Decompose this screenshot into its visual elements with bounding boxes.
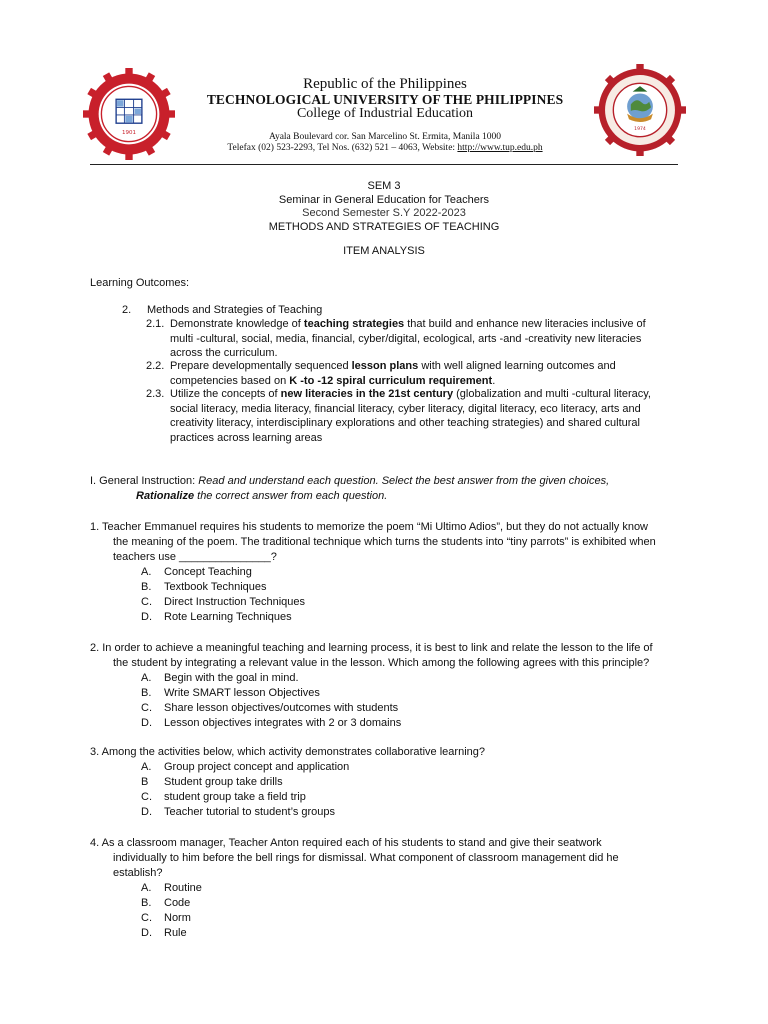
option-letter: A. — [141, 761, 152, 773]
outcome-text: Prepare developmentally sequenced — [170, 360, 352, 372]
outcome-text: with well aligned learning outcomes and — [418, 360, 616, 372]
outcome-item-line — [170, 431, 670, 446]
outcome-text: creativity literacy, interdisciplinary explorations and other teaching strategies) and shared cultural — [170, 417, 640, 429]
university-name: TECHNOLOGICAL UNIVERSITY OF THE PHILIPPINES — [206, 92, 564, 107]
answer-option[interactable] — [141, 911, 191, 926]
option-text: Norm — [164, 912, 191, 924]
outcome-text: (globalization and multi -cultural literacy, — [453, 388, 651, 400]
question-text: 3. Among the activities below, which activity demonstrates collaborative learning? — [90, 746, 485, 758]
rationalize-word: Rationalize — [136, 490, 195, 502]
header-divider — [90, 164, 678, 165]
outcome-keyword: lesson plans — [351, 360, 419, 372]
option-letter: C. — [141, 702, 152, 714]
college-seal-logo — [594, 64, 686, 156]
answer-option[interactable] — [141, 686, 320, 701]
option-text: Begin with the goal in mind. — [164, 672, 299, 684]
outcome-item-line — [170, 416, 670, 431]
general-instruction — [90, 474, 690, 489]
question-text: 4. As a classroom manager, Teacher Anton required each of his students to stand and give their seatwork — [90, 837, 602, 849]
outcome-text: competencies based on — [170, 374, 290, 387]
option-letter: C. — [141, 912, 152, 924]
option-letter: D. — [141, 717, 152, 729]
outcome-item-line — [170, 387, 670, 402]
option-text: Code — [164, 897, 191, 909]
option-text: student group take a field trip — [164, 791, 306, 803]
answer-option[interactable] — [141, 881, 202, 896]
option-text: Textbook Techniques — [164, 581, 267, 593]
option-text: Rule — [164, 927, 187, 939]
question-text-cont: the student by integrating a relevant value in the lesson. Which among the following agrees with this principle? — [113, 657, 650, 669]
option-text: Lesson objectives integrates with 2 or 3 domains — [164, 717, 402, 729]
website-link[interactable]: http://www.tup.edu.ph — [457, 143, 543, 153]
option-letter: C. — [141, 596, 152, 608]
answer-option[interactable] — [141, 775, 283, 790]
option-letter: B. — [141, 687, 152, 699]
outcome-text: practices across learning areas — [170, 431, 323, 444]
answer-option[interactable] — [141, 701, 398, 716]
question-text: 2. In order to achieve a meaningful teaching and learning process, it is best to link and relate the lesson to the life of — [90, 642, 653, 654]
contact-line — [170, 143, 600, 153]
outcome-keyword: new literacies in the 21st century — [280, 388, 454, 400]
option-text: Direct Instruction Techniques — [164, 596, 306, 608]
left-logo-year: 1901 — [121, 130, 137, 137]
outcome-item-number: 2.1. — [146, 318, 165, 330]
item-analysis-title: ITEM ANALYSIS — [343, 245, 425, 257]
answer-option[interactable] — [141, 595, 305, 610]
outcome-item-number: 2.2. — [146, 360, 165, 372]
option-text: Rote Learning Techniques — [164, 611, 292, 623]
answer-option[interactable] — [141, 671, 299, 686]
answer-option[interactable] — [141, 805, 335, 820]
option-letter: B — [141, 776, 149, 788]
learning-outcomes-title: Learning Outcomes: — [90, 277, 190, 289]
semester-label: Second Semester S.Y 2022-2023 — [302, 207, 466, 219]
question-text: 1. Teacher Emmanuel requires his students to memorize the poem “Mi Ultimo Adios”, but they do not actually know — [90, 521, 649, 533]
instruction-numeral: I. — [90, 475, 100, 487]
outcome-item-line — [170, 374, 670, 389]
instruction-text-2: the correct answer from each question. — [194, 490, 388, 502]
question-text-cont: individually to him before the bell rings for dismissal. What component of classroom management did he — [113, 852, 619, 864]
college-name: College of Industrial Education — [296, 106, 474, 121]
outcome-item-line — [170, 317, 670, 332]
answer-option[interactable] — [141, 610, 292, 625]
answer-option[interactable] — [141, 716, 401, 731]
option-letter: A. — [141, 882, 152, 894]
republic-heading: Republic of the Philippines — [303, 76, 467, 92]
answer-option[interactable] — [141, 580, 267, 595]
option-letter: D. — [141, 806, 152, 818]
option-text: Concept Teaching — [164, 566, 252, 578]
outcome-keyword: K -to -12 spiral curriculum requirement — [289, 374, 493, 387]
contact-numbers: Telefax (02) 523-2293, Tel Nos. (632) 521 – 4063, Website: — [227, 143, 458, 153]
outcome-text: . — [492, 374, 496, 387]
question-text-cont: establish? — [113, 867, 163, 879]
outcome-number: 2. — [122, 304, 132, 316]
outcome-text: across the curriculum. — [170, 347, 278, 359]
general-instruction-cont — [136, 489, 696, 504]
tup-seal-logo — [83, 68, 175, 160]
option-text: Student group take drills — [164, 776, 283, 788]
course-title: Seminar in General Education for Teachers — [278, 194, 490, 206]
outcome-item-line — [170, 332, 670, 347]
option-letter: C. — [141, 791, 152, 803]
answer-option[interactable] — [141, 926, 187, 941]
subject-title: METHODS AND STRATEGIES OF TEACHING — [268, 221, 500, 233]
outcome-item-line — [170, 402, 670, 417]
option-text: Group project concept and application — [164, 761, 350, 773]
option-text: Write SMART lesson Objectives — [164, 687, 320, 699]
outcome-item-number: 2.3. — [146, 388, 165, 400]
answer-option[interactable] — [141, 565, 252, 580]
sem-label: SEM 3 — [367, 180, 401, 192]
question-text-cont: the meaning of the poem. The traditional technique which turns the students into “tiny parrots” is exhibited when — [113, 536, 656, 548]
question-text-cont: teachers use _______________? — [113, 551, 277, 563]
outcome-keyword: teaching strategies — [303, 318, 405, 330]
option-text: Share lesson objectives/outcomes with students — [164, 702, 399, 714]
outcome-text: Demonstrate knowledge of — [170, 318, 304, 330]
outcome-text: Utilize the concepts of — [170, 388, 281, 400]
outcome-text: multi -cultural, social, media, financial, cyber/digital, ecological, arts -and -creativity new literacies — [170, 332, 642, 345]
option-text: Teacher tutorial to student’s groups — [164, 806, 336, 818]
right-logo-year: 1974 — [634, 127, 646, 133]
answer-option[interactable] — [141, 896, 190, 911]
answer-option[interactable] — [141, 760, 349, 775]
university-address: Ayala Boulevard cor. San Marcelino St. Ermita, Manila 1000 — [268, 132, 502, 142]
instruction-label: General Instruction — [99, 475, 193, 487]
instruction-text: Read and understand each question. Select the best answer from the given choices, — [198, 475, 610, 487]
option-letter: B. — [141, 897, 152, 909]
option-letter: D. — [141, 611, 152, 623]
option-letter: A. — [141, 672, 152, 684]
outcome-text: social literacy, media literacy, financial literacy, cyber literacy, digital literacy, eco literacy, arts and — [170, 402, 641, 415]
answer-option[interactable] — [141, 790, 306, 805]
instruction-colon: : — [192, 475, 199, 487]
option-letter: A. — [141, 566, 152, 578]
option-letter: B. — [141, 581, 152, 593]
option-text: Routine — [164, 882, 202, 894]
option-letter: D. — [141, 927, 152, 939]
outcome-item-line — [170, 359, 670, 374]
outcome-text: that build and enhance new literacies inclusive of — [404, 318, 646, 330]
outcome-heading: Methods and Strategies of Teaching — [147, 304, 323, 316]
